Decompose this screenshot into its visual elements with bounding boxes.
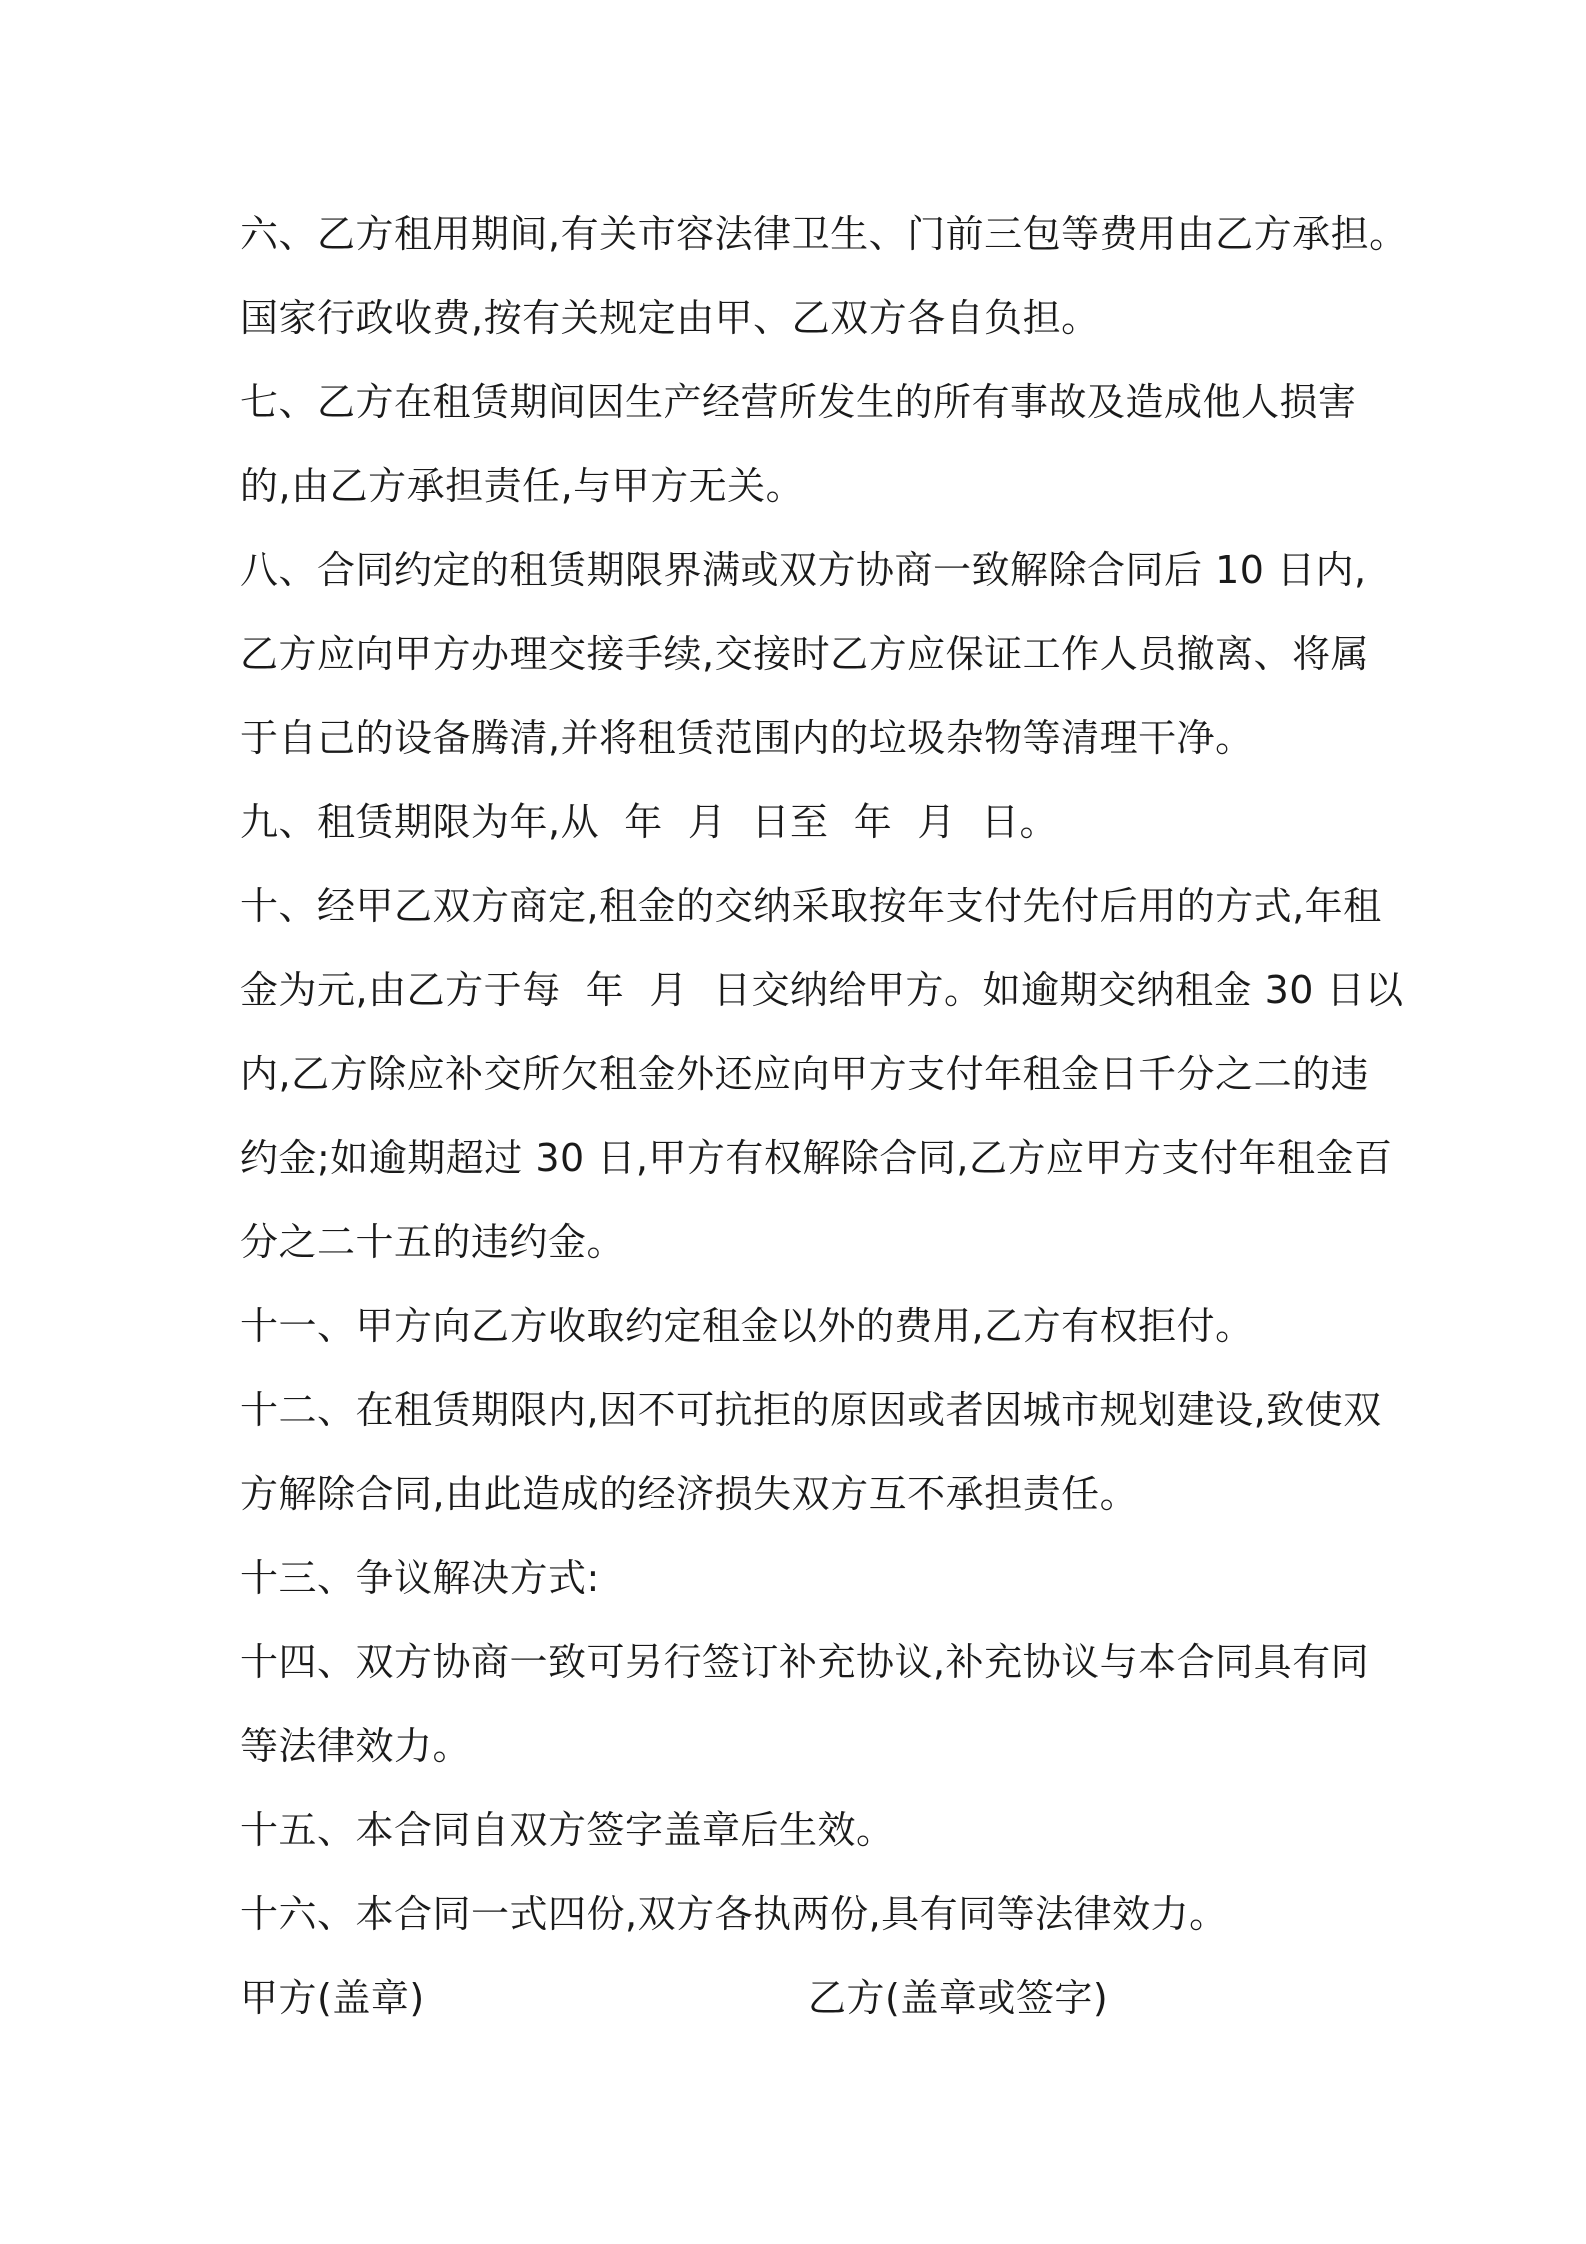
- text-line-clause-10-5: 分之二十五的违约金。: [240, 1220, 626, 1264]
- text-line-clause-8-2: 乙方应向甲方办理交接手续,交接时乙方应保证工作人员撤离、将属: [240, 632, 1370, 676]
- party-a-signature-label: 甲方(盖章): [240, 1976, 425, 2020]
- text-line-clause-6-2: 国家行政收费,按有关规定由甲、乙双方各自负担。: [240, 296, 1100, 340]
- text-line-clause-9: 九、租赁期限为年,从 年 月 日至 年 月 日。: [240, 800, 1059, 844]
- text-line-clause-10-2: 金为元,由乙方于每 年 月 日交纳给甲方。如逾期交纳租金 30 日以: [240, 968, 1404, 1012]
- text-line-clause-11: 十一、甲方向乙方收取约定租金以外的费用,乙方有权拒付。: [240, 1304, 1254, 1348]
- text-line-clause-14-2: 等法律效力。: [240, 1724, 472, 1768]
- text-line-clause-10-1: 十、经甲乙双方商定,租金的交纳采取按年支付先付后用的方式,年租: [240, 884, 1382, 928]
- text-line-clause-7-2: 的,由乙方承担责任,与甲方无关。: [240, 464, 805, 508]
- text-line-clause-8-3: 于自己的设备腾清,并将租赁范围内的垃圾杂物等清理干净。: [240, 716, 1254, 760]
- text-line-clause-12-1: 十二、在租赁期限内,因不可抗拒的原因或者因城市规划建设,致使双: [240, 1388, 1382, 1432]
- text-line-clause-16: 十六、本合同一式四份,双方各执两份,具有同等法律效力。: [240, 1892, 1228, 1936]
- text-line-clause-8-1: 八、合同约定的租赁期限界满或双方协商一致解除合同后 10 日内,: [240, 548, 1367, 592]
- text-line-clause-7-1: 七、乙方在租赁期间因生产经营所发生的所有事故及造成他人损害: [240, 380, 1357, 424]
- party-b-signature-label: 乙方(盖章或签字): [808, 1976, 1109, 2020]
- text-line-clause-14-1: 十四、双方协商一致可另行签订补充协议,补充协议与本合同具有同: [240, 1640, 1370, 1684]
- text-line-clause-13: 十三、争议解决方式:: [240, 1556, 600, 1600]
- text-line-clause-10-3: 内,乙方除应补交所欠租金外还应向甲方支付年租金日千分之二的违: [240, 1052, 1370, 1096]
- signature-row: [240, 1956, 1380, 2040]
- contract-body: [240, 192, 1408, 2040]
- text-line-clause-15: 十五、本合同自双方签字盖章后生效。: [240, 1808, 895, 1852]
- text-line-clause-10-4: 约金;如逾期超过 30 日,甲方有权解除合同,乙方应甲方支付年租金百: [240, 1136, 1393, 1180]
- text-line-clause-6-1: 六、乙方租用期间,有关市容法律卫生、门前三包等费用由乙方承担。: [240, 212, 1408, 256]
- text-line-clause-12-2: 方解除合同,由此造成的经济损失双方互不承担责任。: [240, 1472, 1139, 1516]
